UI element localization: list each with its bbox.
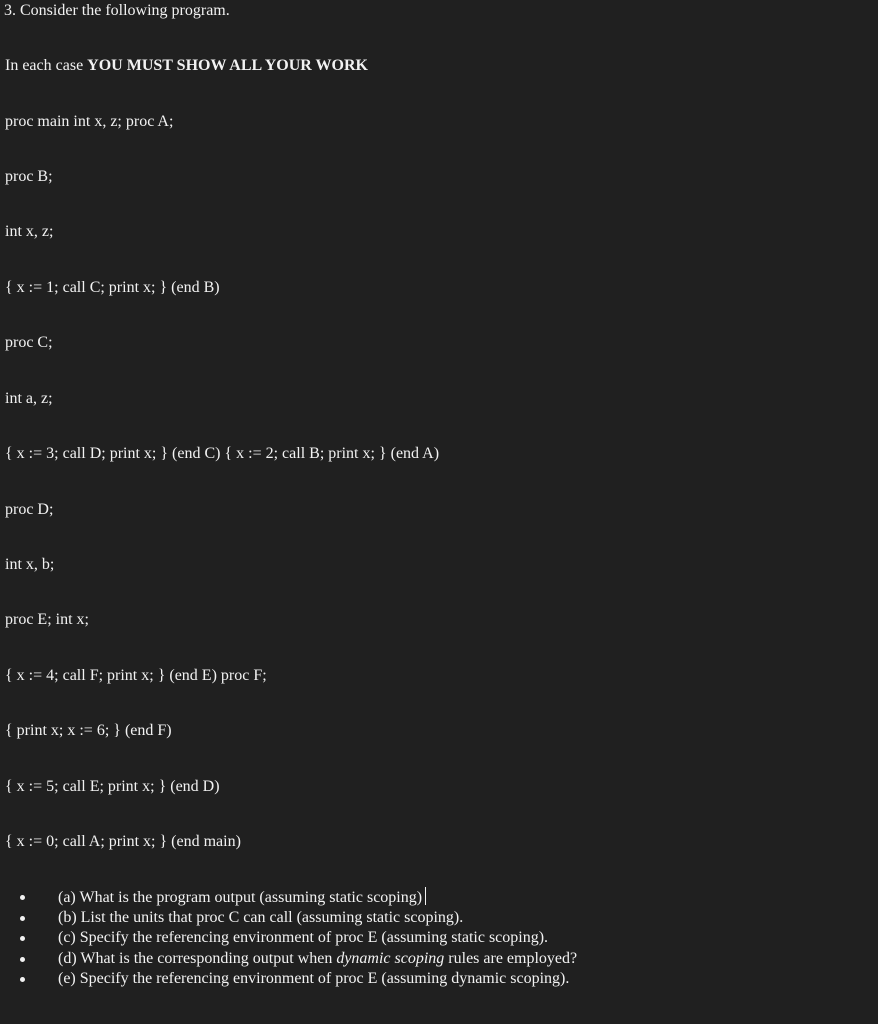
program-line: proc B; xyxy=(5,168,53,185)
program-line: { print x; x := 6; } (end F) xyxy=(5,722,172,739)
program-line: { x := 4; call F; print x; } (end E) proc F; xyxy=(5,667,267,684)
program-line: int x, z; xyxy=(5,223,54,240)
question-text-before: (d) What is the corresponding output when xyxy=(58,949,337,967)
question-item xyxy=(0,969,577,990)
bullet-icon xyxy=(20,957,25,962)
instruction-prefix: In each case xyxy=(5,57,88,74)
question-item xyxy=(0,928,577,949)
question-item xyxy=(0,908,577,929)
bullet-icon xyxy=(20,895,25,900)
question-text: (c) Specify the referencing environment of proc E (assuming static scoping). xyxy=(58,929,549,946)
program-line: int a, z; xyxy=(5,390,53,407)
program-line: int x, b; xyxy=(5,556,55,573)
bullet-icon xyxy=(20,936,25,941)
instruction-emphasis: YOU MUST SHOW ALL YOUR WORK xyxy=(87,57,368,74)
program-line: proc C; xyxy=(5,334,53,351)
program-line: { x := 1; call C; print x; } (end B) xyxy=(5,279,220,296)
question-title: 3. Consider the following program. xyxy=(4,2,230,19)
program-line: { x := 5; call E; print x; } (end D) xyxy=(5,778,220,795)
program-line: proc main int x, z; proc A; xyxy=(5,113,174,130)
question-item xyxy=(0,949,577,970)
program-line: proc D; xyxy=(5,501,54,518)
question-item xyxy=(0,887,577,908)
questions-list xyxy=(0,887,577,990)
question-text-italic: dynamic scoping xyxy=(336,949,445,967)
bullet-icon xyxy=(20,916,25,921)
instruction-text xyxy=(5,56,368,76)
program-line: proc E; int x; xyxy=(5,611,89,628)
question-text: (e) Specify the referencing environment of proc E (assuming dynamic scoping). xyxy=(58,970,570,987)
bullet-icon xyxy=(20,977,25,982)
question-text-after: rules are employed? xyxy=(444,949,578,967)
program-line: { x := 3; call D; print x; } (end C) { x := 2; call B; print x; } (end A) xyxy=(5,445,440,462)
text-cursor xyxy=(425,887,426,905)
question-text: (a) What is the program output (assuming static scoping) xyxy=(58,889,423,906)
question-text: (b) List the units that proc C can call (assuming static scoping). xyxy=(58,908,464,926)
program-line: { x := 0; call A; print x; } (end main) xyxy=(5,833,241,850)
